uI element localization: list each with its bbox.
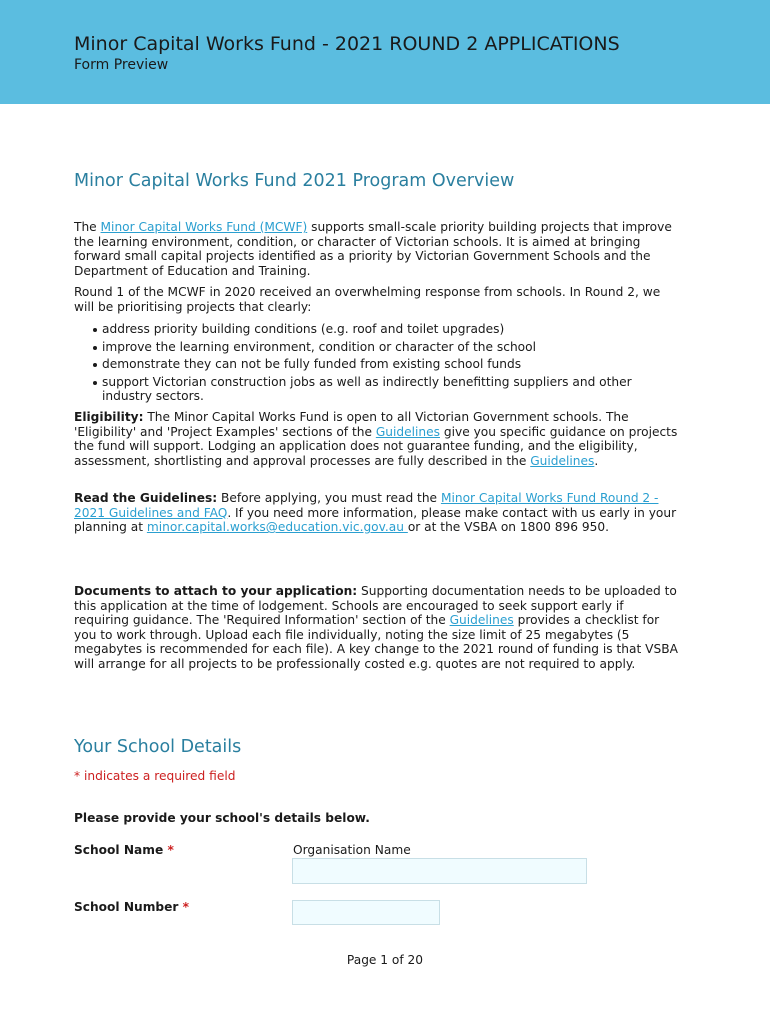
list-item: improve the learning environment, condition or character of the school (74, 340, 680, 355)
school-name-label-text: School Name (74, 843, 164, 857)
school-number-label (74, 900, 189, 914)
required-star: * (178, 900, 190, 914)
overview-paragraph-1 (74, 220, 680, 278)
overview-paragraph-2: Round 1 of the MCWF in 2020 received an overwhelming response from schools. In Round 2, we will be prioritising projects that clearly: (74, 285, 661, 314)
overview-heading: Minor Capital Works Fund 2021 Program Overview (74, 171, 515, 191)
school-number-input[interactable] (292, 900, 440, 925)
email-link[interactable]: minor.capital.works@education.vic.gov.au (146, 520, 408, 535)
school-name-input[interactable] (292, 858, 587, 884)
required-star: * (163, 843, 174, 857)
eligibility-paragraph (74, 410, 680, 468)
guidelines-link[interactable]: Guidelines (449, 613, 514, 628)
eligibility-text-1: The Minor Capital Works Fund is open to all Victorian Government schools. The 'Eligibility' and 'Project Examples' sections of the (74, 410, 629, 439)
p1-prefix: The (74, 220, 101, 234)
page-header (0, 0, 770, 104)
school-details-instruction: Please provide your school's details below. (74, 811, 370, 825)
documents-paragraph (74, 584, 680, 672)
eligibility-text-3: . (594, 453, 599, 468)
guidelines-faq-link[interactable]: Minor Capital Works Fund Round 2 - 2021 Guidelines and FAQ (74, 491, 659, 520)
form-title: Minor Capital Works Fund - 2021 ROUND 2 APPLICATIONS (74, 33, 620, 55)
list-item: demonstrate they can not be fully funded from existing school funds (74, 357, 680, 372)
school-name-label (74, 843, 174, 857)
read-text-2: . If you need more information, please make contact with us early in your planning at (74, 505, 677, 535)
documents-text-1: Supporting documentation needs to be uploaded to this application at the time of lodgement. Schools are encouraged to seek support early if requiring guidance. The 'Required Information' section of the (74, 584, 677, 628)
school-number-label-text: School Number (74, 900, 179, 914)
priority-list (74, 322, 680, 407)
read-text-1: Before applying, you must read the (217, 491, 441, 505)
mcwf-link[interactable]: Minor Capital Works Fund (MCWF) (100, 220, 308, 234)
list-item: address priority building conditions (e.g. roof and toilet upgrades) (74, 322, 680, 337)
documents-label: Documents to attach to your application: (74, 584, 358, 598)
guidelines-link[interactable]: Guidelines (530, 453, 595, 468)
required-field-note: * indicates a required field (74, 769, 236, 783)
eligibility-label: Eligibility: (74, 410, 144, 424)
eligibility-text-2: give you specific guidance on projects the fund will support. Lodging an application does not guarantee funding, and the eligibility, assessment, shortlisting and approval processes are fully described in the (74, 424, 678, 468)
list-item: support Victorian construction jobs as well as indirectly benefitting suppliers and other industry sectors. (74, 375, 680, 404)
read-text-3: or at the VSBA on 1800 896 950. (407, 520, 610, 535)
guidelines-link[interactable]: Guidelines (375, 424, 440, 439)
p1-suffix: supports small-scale priority building projects that improve the learning environment, condition, or character of Victorian schools. It is aimed at bringing forward small capital projects identified as a priority by Victorian Government Schools and the Department of Education and Training. (74, 220, 672, 278)
documents-text-2: provides a checklist for you to work through. Upload each file individually, noting the size limit of 25 megabytes (5 megabytes is recommended for each file). A key change to the 2021 round of funding is that VSBA will arrange for all projects to be professionally costed e.g. quotes are not required to apply. (74, 613, 678, 671)
read-guidelines-label: Read the Guidelines: (74, 491, 218, 505)
read-guidelines-paragraph (74, 491, 680, 535)
form-subtitle: Form Preview (74, 57, 169, 73)
page-number: Page 1 of 20 (346, 953, 424, 967)
organisation-name-caption: Organisation Name (293, 843, 411, 857)
school-details-heading: Your School Details (74, 737, 242, 757)
